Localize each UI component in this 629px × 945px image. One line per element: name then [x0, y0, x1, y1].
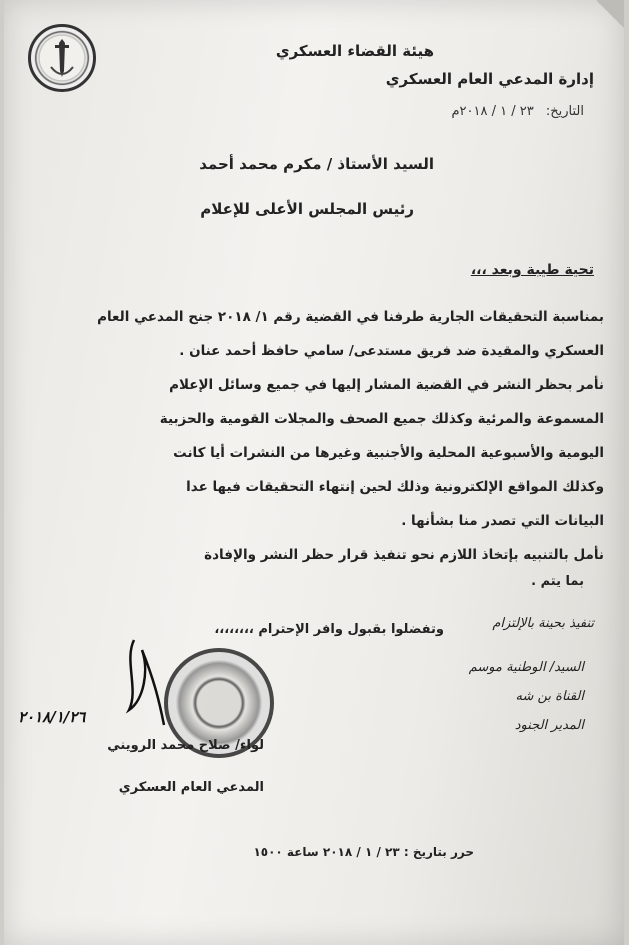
- para1-line2: العسكري والمقيدة ضد فريق مستدعى/ سامي حافظ أحمد عنان .: [179, 343, 604, 359]
- para1-line1: بمناسبة التحقيقات الجارية طرفنا في القضية رقم ١/ ٢٠١٨ جنح المدعي العام: [97, 309, 604, 325]
- para2-line2: المسموعة والمرئية وكذلك جميع الصحف والمجلات القومية والحزبية: [159, 411, 604, 427]
- para3: نأمل بالتنبيه بإتخاذ اللازم نحو تنفيذ قرار حظر النشر والإفادة: [204, 547, 604, 563]
- para2-line5: البيانات التي تصدر منا بشأنها .: [401, 513, 604, 529]
- body-text: [44, 300, 604, 572]
- para2-line4: وكذلك المواقع الإلكترونية وذلك لحين إنتهاء التحقيقات فيها عدا: [186, 479, 604, 495]
- document-date: [284, 104, 584, 119]
- addressee-title: رئيس المجلس الأعلى للإعلام: [200, 200, 414, 218]
- para2-line1: نأمر بحظر النشر في القضية المشار إليها في جميع وسائل الإعلام: [169, 377, 604, 393]
- date-value: ٢٣ / ١ / ٢٠١٨م: [451, 104, 534, 119]
- para2-line3: اليومية والأسبوعية المحلية والأجنبية وغيرها من النشرات أيا كانت: [173, 445, 604, 461]
- closing-short: بما يتم .: [531, 574, 584, 589]
- signatory-name: لواء/ صلاح محمد الرويني: [107, 738, 264, 753]
- signatory-title: المدعي العام العسكري: [118, 780, 264, 795]
- greeting: تحية طيبة وبعد ،،،: [470, 262, 594, 278]
- org-name: هيئة القضاء العسكري: [275, 42, 434, 60]
- page-corner-fold: [596, 0, 624, 30]
- handwritten-note: تنفيذ بحينة بالإلتزام: [492, 616, 594, 631]
- date-label: التاريخ:: [545, 104, 584, 119]
- cc-item: السيد/ الوطنية موسم: [468, 660, 584, 675]
- cc-item: القناة بن شه: [515, 689, 584, 704]
- cc-item: المدير الجنود: [514, 718, 584, 733]
- addressee-name: السيد الأستاذ / مكرم محمد أحمد: [199, 155, 434, 173]
- handwritten-date: ٢٠١٨/١/٢٦: [18, 708, 86, 726]
- signature-icon: [114, 630, 174, 734]
- cc-list: [414, 660, 584, 733]
- emblem-seal-icon: [28, 24, 96, 92]
- department-name: إدارة المدعي العام العسكري: [385, 70, 594, 88]
- document-page: [4, 0, 624, 945]
- closing-full: وتفضلوا بقبول وافر الإحترام ،،،،،،،،: [214, 622, 444, 637]
- issue-date-footer: حرر بتاريخ : ٢٣ / ١ / ٢٠١٨ ساعة ١٥٠٠: [253, 845, 474, 859]
